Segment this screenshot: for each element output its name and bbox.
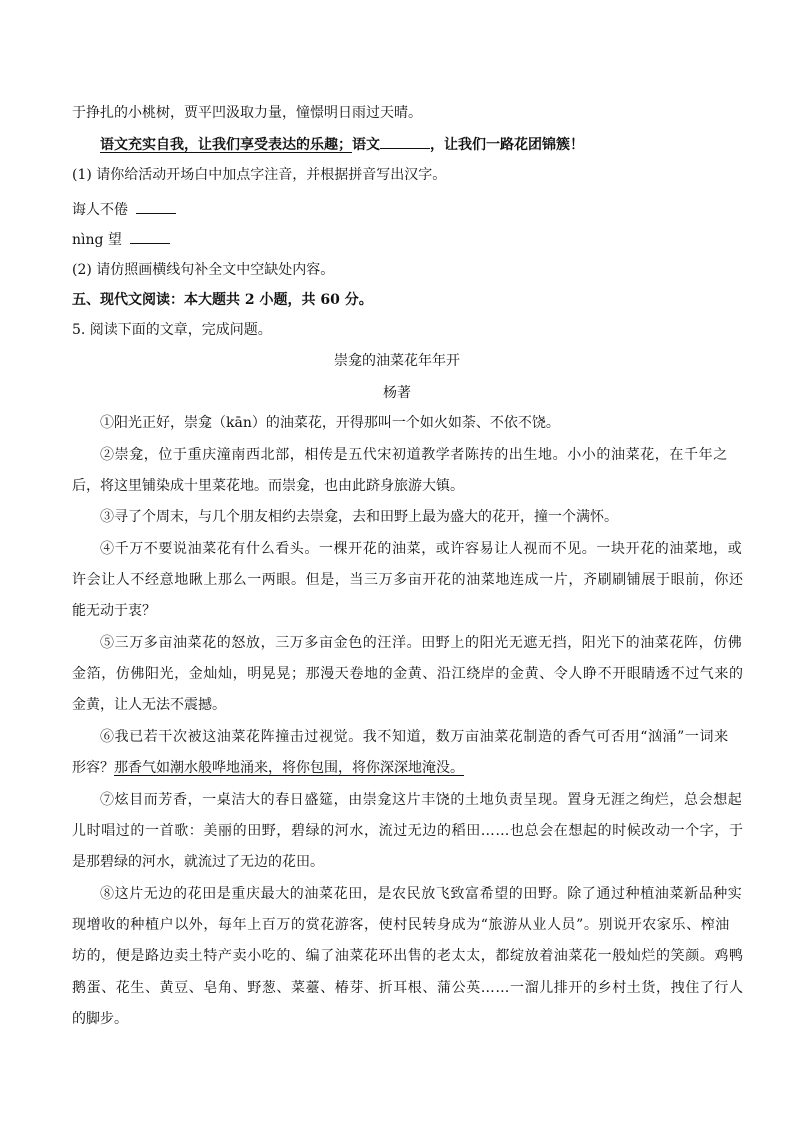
article-author (0, 383, 794, 403)
underlined-sentence-line (0, 134, 794, 155)
word-with-dot: 诲人不倦 (72, 202, 128, 218)
paragraph-text: ⑧这片无边的花田是重庆最大的油菜花田，是农民放飞致富希望的田野。除了通过种植油菜新品种实 (100, 886, 743, 902)
sentence-suffix: ，让我们一路花团锦簇！ (430, 137, 584, 153)
paragraph-text: ①阳光正好，崇龛（kān）的油菜花，开得那叫一个如火如荼、不依不饶。 (100, 415, 560, 431)
paragraph-text: ②崇龛，位于重庆潼南西北部，相传是五代宋初道教学者陈抟的出生地。小小的油菜花，在千年之 (100, 447, 728, 463)
paragraph-5-line-3 (0, 695, 794, 715)
paragraph-text: 的脚步。 (72, 1011, 128, 1027)
question-1-item-2 (0, 229, 794, 250)
paragraph-7-line-3 (0, 852, 794, 872)
paragraph-text: 金箔，仿佛阳光，金灿灿，明晃晃；那漫天卷地的金黄、沿江绕岸的金黄、令人睁不开眼睛透不过气来的 (72, 666, 744, 682)
paragraph-7-line-2 (0, 821, 794, 841)
paragraph-text: 许会让人不经意地瞅上那么一两眼。但是，当三万多亩开花的油菜地连成一片，齐刷刷铺展于眼前，你还 (72, 572, 744, 588)
paragraph-7-line-1 (0, 790, 794, 810)
paragraph-text: 鹅蛋、花生、黄豆、皂角、野葱、菜薹、椿芽、折耳根、蒲公英……一溜儿排开的乡村土货，拽住了行人 (72, 980, 744, 996)
paragraph-8-line-2 (0, 915, 794, 935)
intro-text: 于挣扎的小桃树，贾平凹汲取力量，憧憬明日雨过天晴。 (72, 105, 422, 121)
paragraph-4-line-2 (0, 570, 794, 590)
paragraph-2-line-2 (0, 476, 794, 496)
paragraph-4-line-3 (0, 601, 794, 621)
paragraph-text: 金黄，让人无法不震撼。 (72, 697, 226, 713)
paragraph-text: ④千万不要说油菜花有什么看头。一棵开花的油菜，或许容易让人视而不见。一块开花的油菜地，或 (100, 541, 743, 557)
question-5-text: 5. 阅读下面的文章，完成问题。 (72, 322, 272, 338)
pinyin-word: nìng 望 (72, 232, 122, 248)
question-1-item-1 (0, 199, 794, 220)
paragraph-1 (0, 413, 794, 433)
question-2-text: (2) 请仿照画横线句补全文中空缺处内容。 (72, 262, 335, 278)
paragraph-text: 是那碧绿的河水，就流过了无边的花田。 (72, 854, 324, 870)
article-title-text: 崇龛的油菜花年年开 (334, 353, 460, 369)
paragraph-8-line-3 (0, 946, 794, 966)
paragraph-text: ⑦炫目而芳香，一桌洁大的春日盛筵，由崇龛这片丰饶的土地负责呈现。置身无涯之绚烂，总会想起 (100, 792, 743, 808)
answer-blank[interactable] (380, 134, 430, 149)
paragraph-6-line-2 (0, 758, 794, 778)
paragraph-3 (0, 507, 794, 527)
paragraph-5-line-2 (0, 664, 794, 684)
paragraph-4-line-1 (0, 539, 794, 559)
article-author-text: 杨著 (383, 385, 411, 401)
paragraph-text: 坊的，便是路边卖土特产卖小吃的、编了油菜花环出售的老太太，都绽放着油菜花一般灿烂的笑颜。鸡鸭 (72, 948, 744, 964)
paragraph-text: 后，将这里铺染成十里菜花地。而崇龛，也由此跻身旅游大镇。 (72, 478, 464, 494)
sentence-prefix: 语文 (352, 137, 380, 153)
section-heading-text: 五、现代文阅读：本大题共 2 小题，共 60 分。 (72, 292, 373, 308)
underlined-sentence: 语文充实自我，让我们享受表达的乐趣； (100, 137, 352, 153)
paragraph-text: 形容？ (72, 760, 114, 776)
paragraph-text: 现增收的种植户以外，每年上百万的赏花游客，使村民转身成为“旅游从业人员”。别说开农家乐、榨油 (72, 917, 730, 933)
paragraph-2-line-1 (0, 445, 794, 465)
underlined-sentence: 那香气如潮水般哗地涌来，将你包围，将你深深地淹没。 (114, 760, 464, 776)
pinyin-blank[interactable] (136, 199, 176, 214)
paragraph-8-line-1 (0, 884, 794, 904)
paragraph-8-line-4 (0, 978, 794, 998)
question-2 (0, 260, 794, 280)
paragraph-text: ③寻了个周末，与几个朋友相约去崇龛，去和田野上最为盛大的花开，撞一个满怀。 (100, 509, 618, 525)
paragraph-text: ⑥我已若干次被这油菜花阵撞击过视觉。我不知道，数万亩油菜花制造的香气可否用“汹涌”一词来 (100, 729, 729, 745)
intro-line (0, 103, 794, 123)
question-1 (0, 165, 794, 185)
question-5 (0, 320, 794, 340)
section-heading (0, 290, 794, 310)
paragraph-text: ⑤三万多亩油菜花的怒放，三万多亩金色的汪洋。田野上的阳光无遮无挡，阳光下的油菜花阵，仿佛 (100, 635, 743, 651)
paragraph-6-line-1 (0, 727, 794, 747)
paragraph-text: 儿时唱过的一首歌：美丽的田野，碧绿的河水，流过无边的稻田……也总会在想起的时候改动一个字，于 (72, 823, 744, 839)
paragraph-text: 能无动于衷？ (72, 603, 156, 619)
paragraph-5-line-1 (0, 633, 794, 653)
hanzi-blank[interactable] (130, 229, 170, 244)
question-1-text: (1) 请你给活动开场白中加点字注音，并根据拼音写出汉字。 (72, 167, 447, 183)
paragraph-8-line-5 (0, 1009, 794, 1029)
article-title (0, 351, 794, 371)
